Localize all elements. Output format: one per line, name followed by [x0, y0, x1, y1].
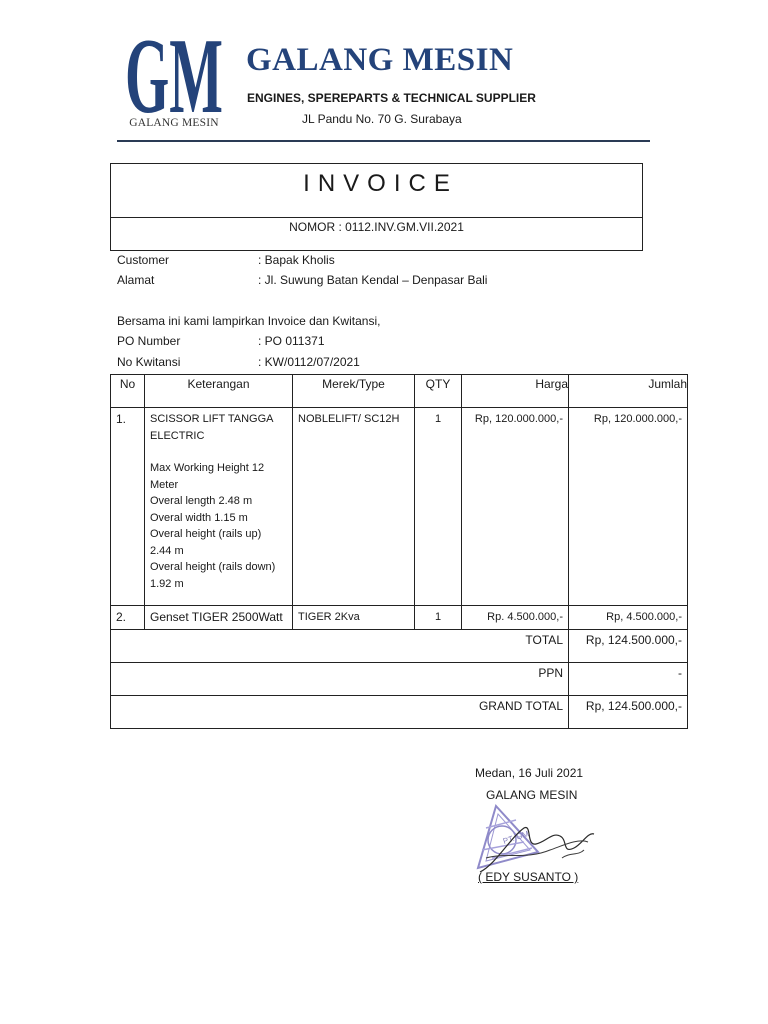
item-detail-line: Overal height (rails down) — [150, 561, 276, 573]
ppn-label: PPN — [111, 662, 569, 695]
invoice-number: NOMOR : 0112.INV.GM.VII.2021 — [289, 220, 464, 234]
row-qty: 1 — [415, 606, 462, 630]
place-date: Medan, 16 Juli 2021 — [475, 766, 584, 780]
po-value: : PO 011371 — [258, 334, 325, 348]
company-address: JL Pandu No. 70 G. Surabaya — [302, 112, 462, 126]
header-qty: QTY — [415, 375, 462, 408]
ppn-row — [111, 662, 688, 695]
item-title-line: ELECTRIC — [150, 429, 205, 442]
alamat-value: : Jl. Suwung Batan Kendal – Denpasar Bali — [258, 273, 488, 287]
item-detail-line: Max Working Height 12 — [150, 462, 265, 474]
item-detail-line: Overal width 1.15 m — [150, 511, 248, 524]
invoice-title-box — [110, 163, 643, 251]
grand-total-label: GRAND TOTAL — [111, 695, 569, 728]
row-harga: Rp, 120.000.000,- — [462, 408, 569, 606]
logo-caption: GALANG MESIN — [129, 117, 219, 129]
row-keterangan — [145, 408, 293, 606]
customer-value: : Bapak Kholis — [258, 253, 335, 267]
logo-letters: GM — [125, 20, 223, 115]
intro-text: Bersama ini kami lampirkan Invoice dan Kwitansi, — [117, 314, 381, 328]
company-name: GALANG MESIN — [246, 42, 514, 78]
total-label: TOTAL — [111, 629, 569, 662]
header-no: No — [111, 375, 145, 408]
signatory-name: ( EDY SUSANTO ) — [478, 870, 579, 884]
total-value: Rp, 124.500.000,- — [569, 629, 688, 662]
invoice-title: INVOICE — [303, 170, 458, 197]
table-header-row — [111, 375, 688, 408]
total-row — [111, 629, 688, 662]
table-row — [111, 606, 688, 630]
item-title-line: SCISSOR LIFT TANGGA — [150, 413, 274, 425]
row-harga: Rp. 4.500.000,- — [462, 606, 569, 630]
row-jumlah: Rp, 4.500.000,- — [569, 606, 688, 630]
item-detail-line: 2.44 m — [150, 544, 184, 557]
header-divider — [117, 140, 650, 142]
row-keterangan: Genset TIGER 2500Watt — [145, 606, 293, 630]
table-row — [111, 408, 688, 606]
header-harga: Harga — [462, 375, 569, 408]
company-logo — [121, 20, 227, 132]
customer-label: Customer — [117, 253, 170, 267]
kwitansi-value: : KW/0112/07/2021 — [258, 355, 360, 369]
header-jumlah: Jumlah — [569, 375, 688, 408]
po-label: PO Number — [117, 334, 181, 348]
item-detail-line: 1.92 m — [150, 577, 184, 590]
company-tagline: ENGINES, SPEREPARTS & TECHNICAL SUPPLIER — [247, 91, 536, 105]
ppn-value: - — [569, 662, 688, 695]
row-jumlah: Rp, 120.000.000,- — [569, 408, 688, 606]
signature-company: GALANG MESIN — [486, 788, 578, 802]
row-no: 2. — [111, 606, 145, 630]
items-table — [110, 374, 688, 729]
grand-total-value: Rp, 124.500.000,- — [569, 695, 688, 728]
gm-logo-icon — [121, 20, 227, 115]
item-detail-line: Overal length 2.48 m — [150, 495, 253, 507]
stamp-text: PT. GM — [501, 829, 530, 846]
kwitansi-label: No Kwitansi — [117, 355, 181, 369]
header-keterangan: Keterangan — [145, 375, 293, 408]
row-merek: NOBLELIFT/ SC12H — [293, 408, 415, 606]
grand-total-row — [111, 695, 688, 728]
header-merek: Merek/Type — [293, 375, 415, 408]
alamat-label: Alamat — [117, 273, 155, 287]
item-detail-line: Overal height (rails up) — [150, 528, 262, 540]
row-merek: TIGER 2Kva — [293, 606, 415, 630]
row-no: 1. — [111, 408, 145, 606]
row-qty: 1 — [415, 408, 462, 606]
item-detail-line: Meter — [150, 478, 179, 491]
title-divider — [111, 217, 642, 218]
